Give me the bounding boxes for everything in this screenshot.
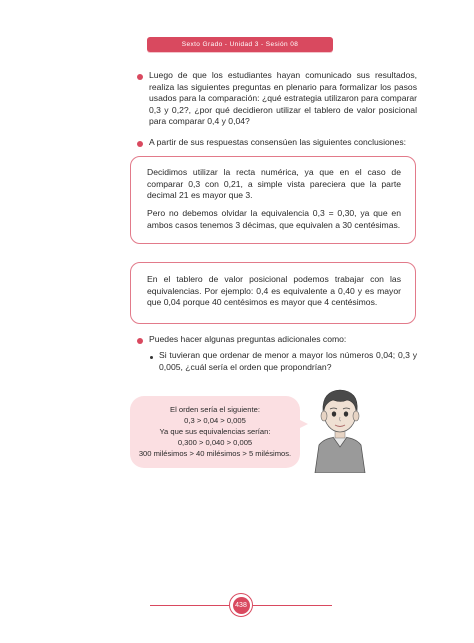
extra-question-item: Si tuvieran que ordenar de menor a mayor los números 0,04; 0,3 y 0,005, ¿cuál sería el orden que propondrían?: [159, 350, 417, 372]
footer-rule-left: [150, 605, 229, 606]
boy-student-icon: [305, 383, 375, 473]
bubble-line: 300 milésimos > 40 milésimos > 5 milésimos.: [138, 449, 292, 458]
section-header-bar: [147, 37, 333, 52]
page-number: 438: [233, 597, 250, 614]
bubble-line: El orden sería el siguiente:: [170, 405, 260, 414]
bullet-dot: [137, 338, 143, 344]
conclusion-paragraph: Decidimos utilizar la recta numérica, ya que en el caso de comparar 0,3 con 0,21, a simple vista pareciera que la parte decimal 21 es mayor que 3.: [147, 167, 401, 201]
bullet-dot: [137, 74, 143, 80]
section-header-title: Sexto Grado - Unidad 3 - Sesión 08: [181, 41, 299, 48]
page-number-badge: [229, 593, 253, 617]
conclusion-paragraph: En el tablero de valor posicional podemos trabajar con las equivalencias. Por ejemplo: 0,4 es equivalente a 0,40 y es mayor que 0,04 porque 40 centésimos es mayor que 4 centésimos.: [147, 274, 401, 308]
conclusions-intro: A partir de sus respuestas consensúen las siguientes conclusiones:: [149, 137, 407, 147]
answer-speech-bubble: [130, 396, 300, 468]
extra-questions-intro: Puedes hacer algunas preguntas adicionales como:: [149, 334, 347, 344]
conclusion-paragraph: Pero no debemos olvidar la equivalencia 0,3 = 0,30, ya que en ambos casos tenemos 3 décimas, que equivalen a 30 centésimas.: [147, 208, 401, 230]
bubble-line: 0,300 > 0,040 > 0,005: [177, 438, 253, 447]
bullet-dot: [137, 141, 143, 147]
instruction-paragraph: Luego de que los estudiantes hayan comunicado sus resultados, realiza las siguientes preguntas en plenario para formalizar los pasos usados para la comparación: ¿qué estrategia utilizaron para comparar 0,3 y 0,2?, ¿por qué decidieron utilizar el tablero de valor posicional para comparar 0,4 y 0,04?: [149, 70, 417, 127]
bubble-line: Ya que sus equivalencias serían:: [159, 427, 271, 436]
footer-rule-right: [253, 605, 332, 606]
conclusion-box-number-line: [130, 156, 416, 244]
sub-bullet-dot: [150, 356, 153, 359]
conclusion-box-place-value: [130, 262, 416, 324]
bubble-line: 0,3 > 0,04 > 0,005: [184, 416, 246, 425]
